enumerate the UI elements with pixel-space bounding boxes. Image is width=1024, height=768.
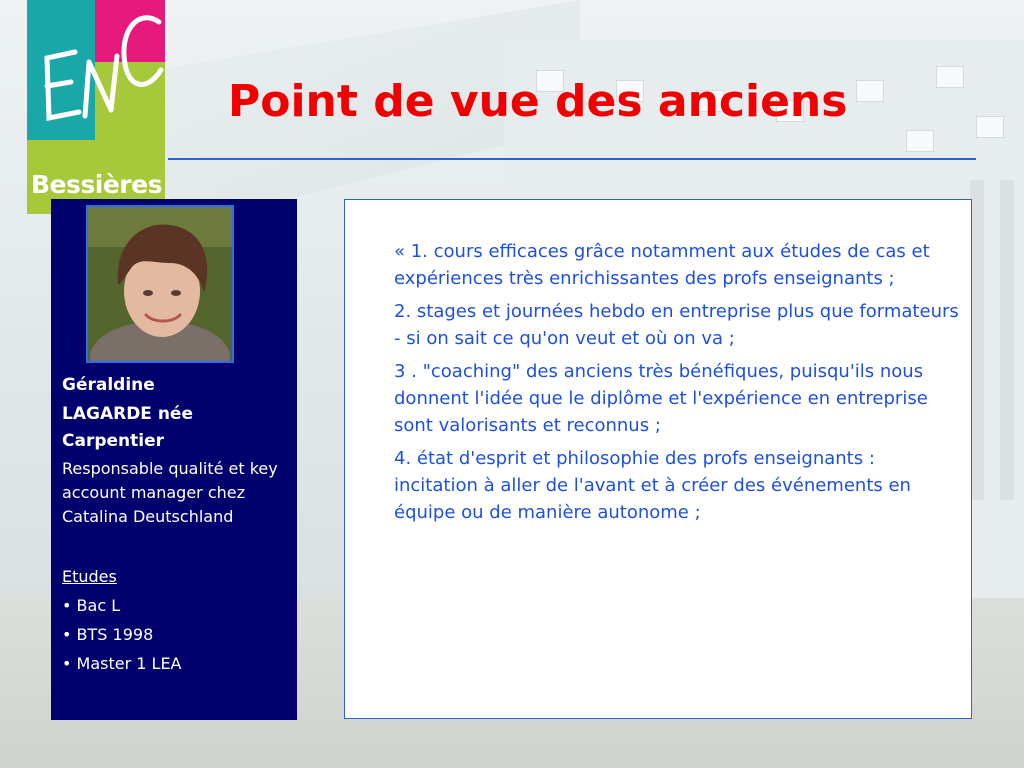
portrait-photo-icon — [88, 207, 232, 361]
slide-title: Point de vue des anciens — [228, 76, 848, 127]
list-item: • Master 1 LEA — [62, 649, 290, 678]
studies-heading: Etudes — [62, 567, 117, 586]
studies-list — [62, 591, 290, 678]
portrait-photo — [86, 205, 234, 363]
testimonial-point: « 1. cours efficaces grâce notamment aux études de cas et expériences très enrichissantes des profs enseignants ; — [394, 241, 930, 289]
testimonial-box — [344, 199, 972, 719]
person-first-name: Géraldine — [62, 375, 155, 395]
person-last-name-line2: Carpentier — [62, 431, 164, 451]
list-item: • Bac L — [62, 591, 290, 620]
person-job-title: Responsable qualité et key account manager chez Catalina Deutschland — [62, 459, 278, 526]
person-info — [62, 371, 290, 678]
title-divider — [168, 158, 976, 160]
testimonial-point: 4. état d'esprit et philosophie des profs enseignants : incitation à aller de l'avant et à créer des événements en équipe ou de manière autonome ; — [394, 448, 911, 523]
logo-brand-text: Bessières — [31, 170, 162, 199]
person-last-name-line1: LAGARDE née — [62, 404, 193, 424]
testimonial-text — [394, 238, 960, 532]
testimonial-point: 3 . "coaching" des anciens très bénéfiques, puisqu'ils nous donnent l'idée que le diplôme et l'expérience en entreprise sont valorisants et reconnus ; — [394, 361, 928, 436]
testimonial-point: 2. stages et journées hebdo en entreprise plus que formateurs - si on sait ce qu'on veut et où on va ; — [394, 301, 959, 349]
person-panel — [51, 199, 297, 720]
enc-monogram-icon — [27, 0, 165, 150]
list-item: • BTS 1998 — [62, 620, 290, 649]
school-logo — [27, 0, 165, 214]
person-name — [62, 371, 290, 453]
